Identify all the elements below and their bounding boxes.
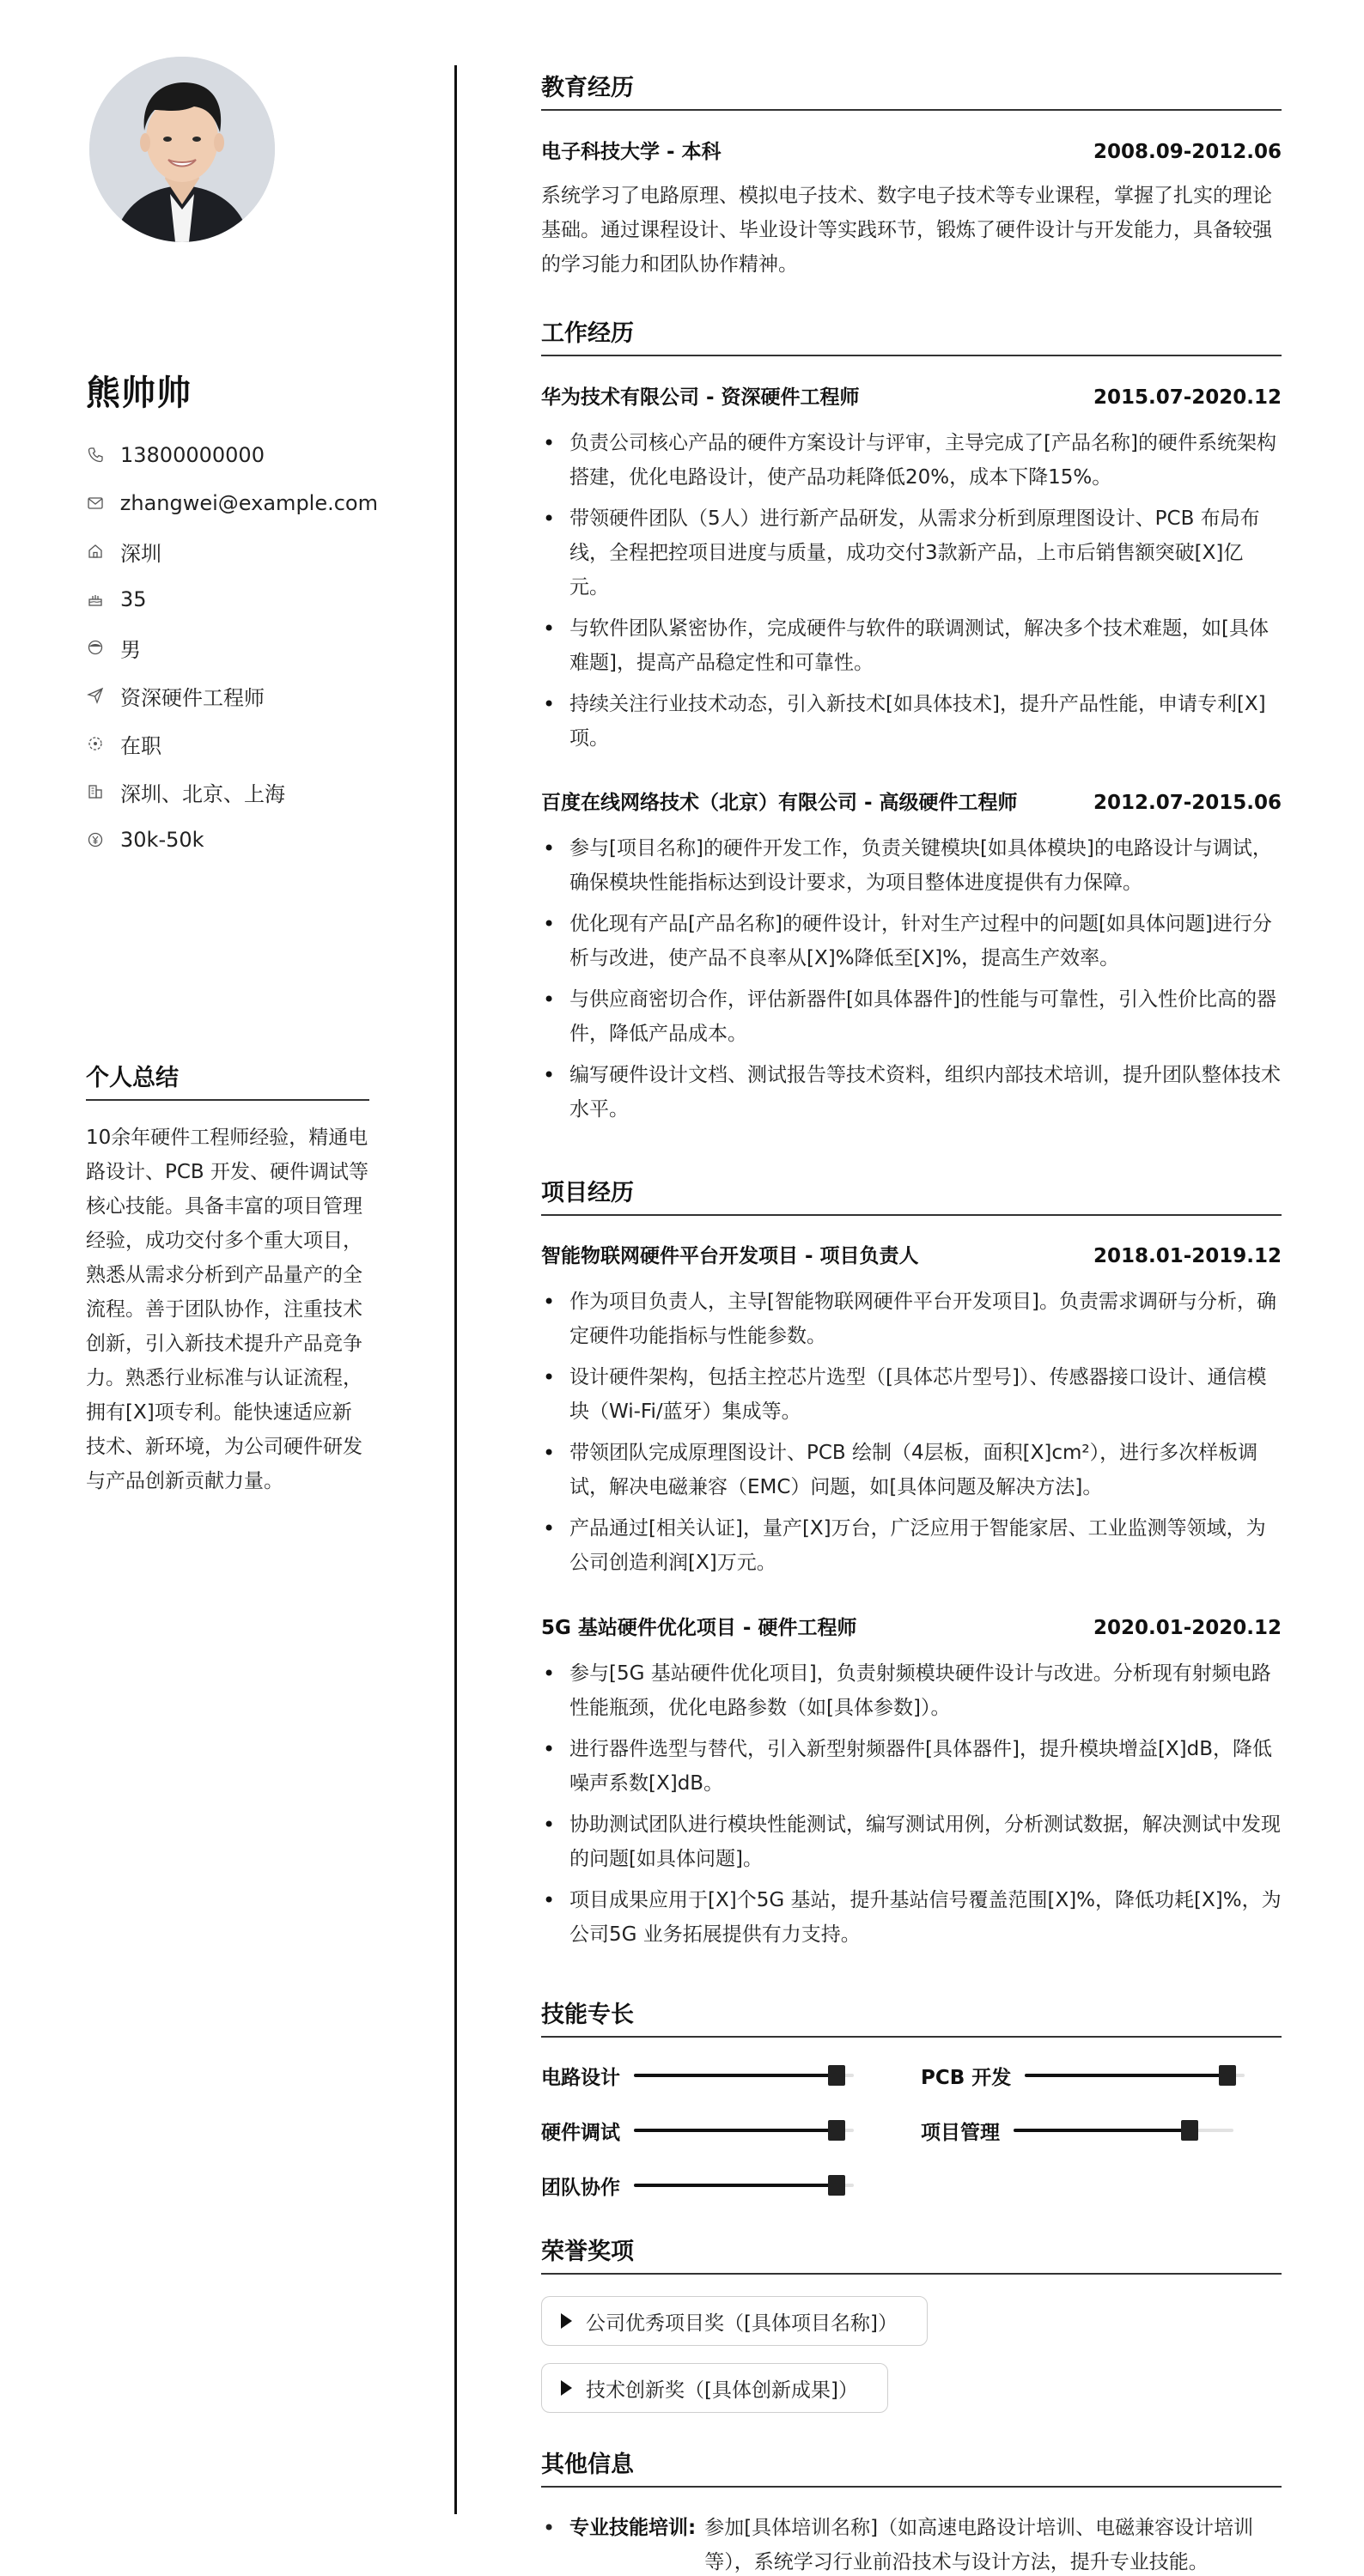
list-item: • 产品通过[相关认证]，量产[X]万台，广泛应用于智能家居、工业监测等领域，为公司创造利润[X]万元。 <box>541 1511 1282 1580</box>
skill-name: 项目管理 <box>921 2121 1000 2144</box>
list-item: • 带领硬件团队（5人）进行新产品研发，从需求分析到原理图设计、PCB 布局布线，全程把控项目进度与质量，成功交付3款新产品，上市后销售额突破[X]亿元。 <box>541 501 1282 605</box>
contact-age-text: 35 <box>120 587 147 611</box>
other-title: 其他信息 <box>541 2445 1282 2488</box>
skill-bar-knob <box>1219 2065 1236 2086</box>
project-date: 2018.01-2019.12 <box>1093 1245 1282 1267</box>
honors-title: 荣誉奖项 <box>541 2233 1282 2275</box>
send-icon <box>86 686 105 705</box>
honor-tag[interactable] <box>541 2363 888 2413</box>
skill-bar-knob <box>828 2065 845 2086</box>
contact-gender-text: 男 <box>120 637 141 662</box>
contact-email <box>86 479 378 527</box>
skill-item <box>541 2117 854 2143</box>
list-item: • 进行器件选型与替代，引入新型射频器件[具体器件]，提升模块增益[X]dB，降低噪声系数[X]dB。 <box>541 1732 1282 1801</box>
education-school: 电子科技大学 - 本科 <box>541 141 722 163</box>
work-job-date: 2012.07-2015.06 <box>1093 792 1282 814</box>
list-item: • 持续关注行业技术动态，引入新技术[如具体技术]，提升产品性能，申请专利[X]项。 <box>541 687 1282 756</box>
other-item <box>541 2511 1282 2576</box>
contact-email-text: zhangwei@example.com <box>119 491 378 515</box>
mail-icon <box>86 494 105 513</box>
skill-bar-fill <box>634 2074 837 2077</box>
contact-status-text: 在职 <box>120 733 161 758</box>
building-icon <box>86 782 105 801</box>
skill-name: 电路设计 <box>541 2066 620 2089</box>
list-item: • 负责公司核心产品的硬件方案设计与评审，主导完成了[产品名称]的硬件系统架构搭建，优化电路设计，使产品功耗降低20%，成本下降15%。 <box>541 426 1282 495</box>
work-job-title: 百度在线网络技术（北京）有限公司 - 高级硬件工程师 <box>541 792 1018 814</box>
work-title: 工作经历 <box>541 314 1282 356</box>
contact-salary-text: 30k-50k <box>120 828 204 852</box>
list-item: • 与供应商密切合作，评估新器件[如具体器件]的性能与可靠性，引入性价比高的器件，降低产品成本。 <box>541 982 1282 1051</box>
skill-bar-fill <box>634 2129 837 2132</box>
skill-item <box>921 2063 1245 2088</box>
list-item: • 编写硬件设计文档、测试报告等技术资料，组织内部技术培训，提升团队整体技术水平。 <box>541 1058 1282 1127</box>
work-job-bullets <box>541 426 1282 762</box>
education-title: 教育经历 <box>541 69 1282 111</box>
contact-cities-text: 深圳、北京、上海 <box>120 781 285 806</box>
work-job-title: 华为技术有限公司 - 资深硬件工程师 <box>541 386 860 409</box>
skill-bar-fill <box>1014 2129 1190 2132</box>
skill-bar <box>634 2184 854 2187</box>
skill-bar-knob <box>828 2175 845 2196</box>
work-job-date: 2015.07-2020.12 <box>1093 386 1282 409</box>
honor-text: 公司优秀项目奖（[具体项目名称]） <box>586 2312 898 2335</box>
education-date: 2008.09-2012.06 <box>1093 141 1282 163</box>
skill-item <box>541 2172 854 2198</box>
phone-icon <box>86 446 105 465</box>
work-job-head <box>541 787 1282 815</box>
contact-phone <box>86 431 378 479</box>
skill-bar <box>1025 2074 1245 2077</box>
skill-name: 团队协作 <box>541 2176 620 2199</box>
list-item: • 优化现有产品[产品名称]的硬件设计，针对生产过程中的问题[如具体问题]进行分析与改进，使产品不良率从[X]%降低至[X]%，提高生产效率。 <box>541 907 1282 975</box>
contact-gender <box>86 623 378 671</box>
skill-item <box>921 2117 1233 2143</box>
education-desc: 系统学习了电路原理、模拟电子技术、数字电子技术等专业课程，掌握了扎实的理论基础。通过课程设计、毕业设计等实践环节，锻炼了硬件设计与开发能力，具备较强的学习能力和团队协作精神。 <box>541 185 1272 276</box>
candidate-name: 熊帅帅 <box>86 374 192 413</box>
summary-text: 10余年硬件工程师经验，精通电路设计、PCB 开发、硬件调试等核心技能。具备丰富的项目管理经验，成功交付多个重大项目，熟悉从需求分析到产品量产的全流程。善于团队协作，注重技术创新，引入新技术提升产品竞争力。熟悉行业标准与认证流程，拥有[X]项专利。能快速适应新技术、新环境，为公司硬件研发与产品创新贡献力量。 <box>86 1127 369 1492</box>
skill-bar-fill <box>634 2184 837 2187</box>
list-item: • 项目成果应用于[X]个5G 基站，提升基站信号覆盖范围[X]%，降低功耗[X]%，为公司5G 业务拓展提供有力支持。 <box>541 1883 1282 1952</box>
project-head <box>541 1612 1282 1640</box>
list-item: • 参与[项目名称]的硬件开发工作，负责关键模块[如具体模块]的电路设计与调试，确保模块性能指标达到设计要求，为项目整体进度提供有力保障。 <box>541 831 1282 900</box>
home-icon <box>86 542 105 561</box>
contact-cities <box>86 768 378 816</box>
list-item: • 设计硬件架构，包括主控芯片选型（[具体芯片型号]）、传感器接口设计、通信模块（Wi-Fi/蓝牙）集成等。 <box>541 1360 1282 1429</box>
other-label: 专业技能培训: <box>569 2517 697 2539</box>
work-job-head <box>541 381 1282 410</box>
project-bullets <box>541 1285 1282 1587</box>
column-divider <box>454 65 457 2514</box>
summary-title: 个人总结 <box>86 1059 369 1101</box>
contact-status <box>86 720 378 768</box>
skill-bar <box>634 2129 854 2132</box>
play-icon <box>561 2313 572 2329</box>
contact-list <box>86 431 378 864</box>
skill-item <box>541 2063 854 2088</box>
list-item: • 带领团队完成原理图设计、PCB 绘制（4层板，面积[X]cm²），进行多次样板调试，解决电磁兼容（EMC）问题，如[具体问题及解决方法]。 <box>541 1436 1282 1504</box>
skills-title: 技能专长 <box>541 1996 1282 2038</box>
skill-bar-knob <box>1181 2120 1198 2141</box>
skill-bar-knob <box>828 2120 845 2141</box>
avatar <box>89 57 275 242</box>
contact-salary <box>86 816 378 864</box>
skill-name: 硬件调试 <box>541 2121 620 2144</box>
skill-name: PCB 开发 <box>921 2066 1012 2089</box>
project-bullets <box>541 1656 1282 1959</box>
list-item: • 作为项目负责人，主导[智能物联网硬件平台开发项目]。负责需求调研与分析，确定硬件功能指标与性能参数。 <box>541 1285 1282 1353</box>
other-text: 参加[具体培训名称]（如高速电路设计培训、电磁兼容设计培训等），系统学习行业前沿技术与设计方法，提升专业技能。 <box>704 2517 1254 2573</box>
honor-text: 技术创新奖（[具体创新成果]） <box>586 2379 858 2402</box>
education-head <box>541 136 1282 164</box>
projects-title: 项目经历 <box>541 1174 1282 1216</box>
skill-bar <box>634 2074 854 2077</box>
cake-icon <box>86 590 105 609</box>
honor-tag[interactable] <box>541 2296 928 2346</box>
gender-icon <box>86 638 105 657</box>
project-date: 2020.01-2020.12 <box>1093 1617 1282 1639</box>
list-item: • 协助测试团队进行模块性能测试，编写测试用例，分析测试数据，解决测试中发现的问题[如具体问题]。 <box>541 1807 1282 1876</box>
contact-phone-text: 13800000000 <box>120 443 265 467</box>
yen-icon <box>86 830 105 849</box>
contact-position <box>86 671 378 720</box>
contact-age <box>86 575 378 623</box>
contact-position-text: 资深硬件工程师 <box>120 685 265 710</box>
work-job-bullets <box>541 831 1282 1133</box>
list-item: • 参与[5G 基站硬件优化项目]，负责射频模块硬件设计与改进。分析现有射频电路性能瓶颈，优化电路参数（如[具体参数]）。 <box>541 1656 1282 1725</box>
avatar-portrait <box>89 57 275 242</box>
project-title: 5G 基站硬件优化项目 - 硬件工程师 <box>541 1617 857 1639</box>
list-item: • 与软件团队紧密协作，完成硬件与软件的联调测试，解决多个技术难题，如[具体难题]，提高产品稳定性和可靠性。 <box>541 611 1282 680</box>
project-head <box>541 1240 1282 1268</box>
bullet-icon: • <box>543 2516 556 2540</box>
skill-bar <box>1014 2129 1233 2132</box>
skill-bar-fill <box>1025 2074 1227 2077</box>
contact-city-text: 深圳 <box>120 541 161 566</box>
contact-city <box>86 527 378 575</box>
play-icon <box>561 2380 572 2396</box>
status-icon <box>86 734 105 753</box>
project-title: 智能物联网硬件平台开发项目 - 项目负责人 <box>541 1245 919 1267</box>
